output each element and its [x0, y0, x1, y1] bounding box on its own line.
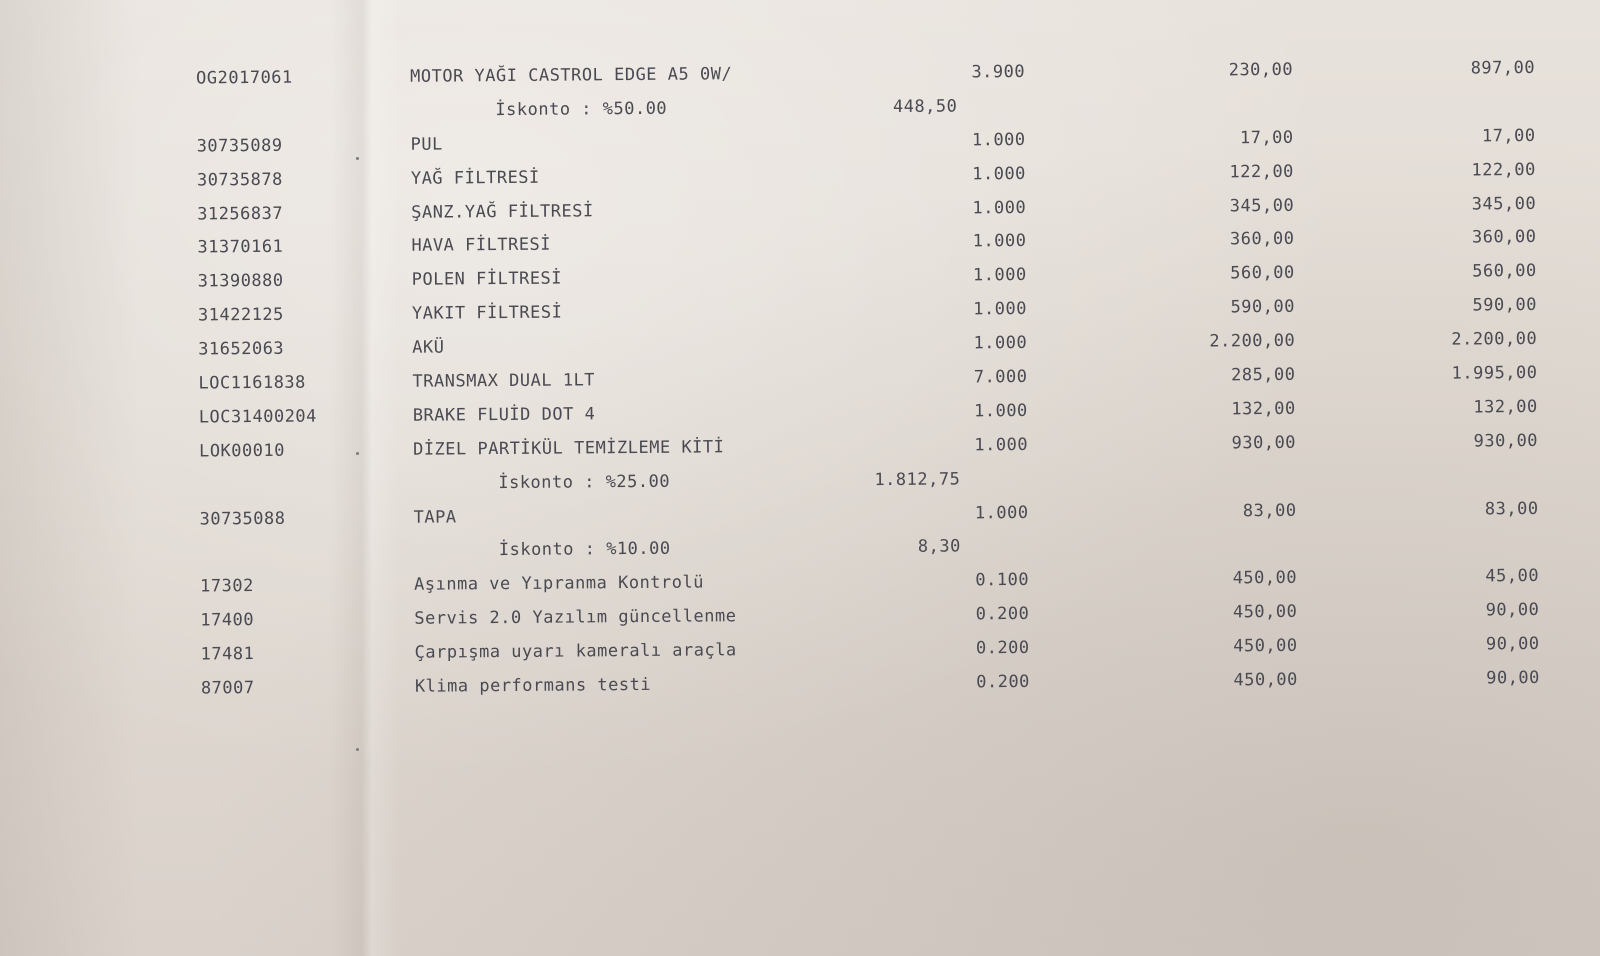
item-unit-price: 450,00: [1233, 635, 1298, 657]
item-quantity: 1.000: [972, 197, 1027, 218]
item-code: 30735878: [196, 169, 283, 191]
item-description: TAPA: [413, 507, 457, 528]
print-speck: [356, 157, 359, 160]
item-unit-price: 2.200,00: [1209, 330, 1296, 352]
print-speck: [356, 452, 359, 455]
item-description: BRAKE FLUİD DOT 4: [412, 404, 596, 426]
item-quantity: 0.100: [975, 570, 1030, 591]
item-code: 31370161: [197, 237, 284, 258]
item-description: YAĞ FİLTRESİ: [410, 167, 540, 189]
discount-label: İskonto : %25.00: [498, 471, 671, 493]
item-description: Aşınma ve Yıpranma Kontrolü: [414, 572, 705, 596]
item-code: 31652063: [198, 338, 285, 360]
item-code: 17400: [200, 610, 255, 631]
item-quantity: 1.000: [973, 333, 1028, 354]
item-unit-price: 450,00: [1233, 669, 1298, 691]
item-description: Servis 2.0 Yazılım güncellenme: [414, 606, 737, 630]
item-unit-price: 17,00: [1239, 127, 1294, 149]
item-description: YAKIT FİLTRESİ: [411, 302, 563, 325]
discount-amount: 8,30: [917, 536, 961, 558]
item-unit-price: 930,00: [1231, 432, 1297, 454]
item-total: 930,00: [1473, 430, 1539, 452]
item-description: AKÜ: [412, 337, 445, 358]
item-total: 90,00: [1485, 634, 1540, 655]
discount-amount: 1.812,75: [874, 469, 961, 490]
item-description: POLEN FİLTRESİ: [411, 268, 563, 291]
item-quantity: 0.200: [976, 671, 1030, 693]
item-description: PUL: [410, 134, 443, 155]
item-total: 345,00: [1471, 193, 1537, 215]
item-unit-price: 360,00: [1229, 229, 1295, 250]
item-code: LOK00010: [198, 440, 286, 462]
item-description: TRANSMAX DUAL 1LT: [412, 370, 596, 392]
item-code: LOC31400204: [198, 406, 317, 428]
item-code: OG2017061: [196, 67, 293, 89]
item-unit-price: 83,00: [1242, 500, 1297, 521]
discount-amount: 448,50: [892, 96, 958, 117]
discount-label: İskonto : %10.00: [498, 539, 671, 561]
item-code: 31390880: [197, 271, 284, 292]
item-total: 45,00: [1485, 566, 1540, 587]
item-quantity: 0.200: [975, 604, 1030, 625]
item-unit-price: 560,00: [1230, 263, 1295, 284]
item-quantity: 1.000: [973, 299, 1028, 320]
line-items-list: [0, 51, 1600, 707]
item-quantity: 1.000: [974, 434, 1029, 456]
item-description: DİZEL PARTİKÜL TEMİZLEME KİTİ: [412, 437, 725, 460]
item-total: 132,00: [1473, 396, 1538, 418]
item-description: HAVA FİLTRESİ: [411, 235, 552, 257]
item-unit-price: 345,00: [1229, 195, 1295, 216]
item-quantity: 0.200: [975, 638, 1030, 659]
item-total: 83,00: [1484, 498, 1539, 519]
discount-label: İskonto : %50.00: [495, 98, 668, 121]
item-total: 897,00: [1470, 57, 1536, 79]
item-quantity: 1.000: [971, 129, 1026, 151]
item-total: 90,00: [1486, 667, 1540, 689]
item-code: 31422125: [197, 305, 284, 326]
item-unit-price: 285,00: [1230, 364, 1296, 386]
item-total: 90,00: [1485, 600, 1540, 621]
item-unit-price: 132,00: [1231, 398, 1296, 420]
item-code: 17481: [200, 644, 255, 665]
item-unit-price: 450,00: [1232, 568, 1298, 589]
item-unit-price: 590,00: [1230, 297, 1296, 318]
item-unit-price: 230,00: [1228, 59, 1294, 81]
item-quantity: 3.900: [971, 61, 1026, 83]
item-description: Çarpışma uyarı kameralı araçla: [414, 640, 737, 663]
item-quantity: 1.000: [972, 163, 1026, 185]
item-quantity: 1.000: [972, 231, 1027, 252]
item-code: 17302: [200, 576, 254, 597]
item-total: 560,00: [1472, 261, 1537, 282]
item-total: 1.995,00: [1451, 362, 1538, 384]
item-quantity: 1.000: [972, 265, 1027, 286]
item-unit-price: 450,00: [1232, 602, 1298, 623]
item-description: Klima performans testi: [414, 674, 652, 697]
item-code: 30735088: [199, 508, 286, 530]
item-total: 122,00: [1471, 159, 1536, 181]
item-total: 590,00: [1472, 295, 1538, 316]
item-unit-price: 122,00: [1229, 161, 1294, 183]
item-quantity: 1.000: [973, 400, 1028, 422]
item-code: 87007: [200, 678, 255, 699]
item-code: 31256837: [197, 203, 284, 225]
item-code: 30735089: [196, 135, 283, 157]
item-total: 360,00: [1471, 227, 1537, 248]
item-quantity: 1.000: [974, 502, 1029, 523]
item-total: 2.200,00: [1451, 329, 1538, 350]
item-description: ŞANZ.YAĞ FİLTRESİ: [411, 200, 594, 223]
item-code: LOC1161838: [198, 372, 306, 394]
item-description: MOTOR YAĞI CASTROL EDGE A5 0W/: [410, 64, 733, 87]
print-speck: [356, 748, 359, 751]
item-quantity: 7.000: [973, 366, 1028, 388]
item-total: 17,00: [1481, 125, 1536, 147]
